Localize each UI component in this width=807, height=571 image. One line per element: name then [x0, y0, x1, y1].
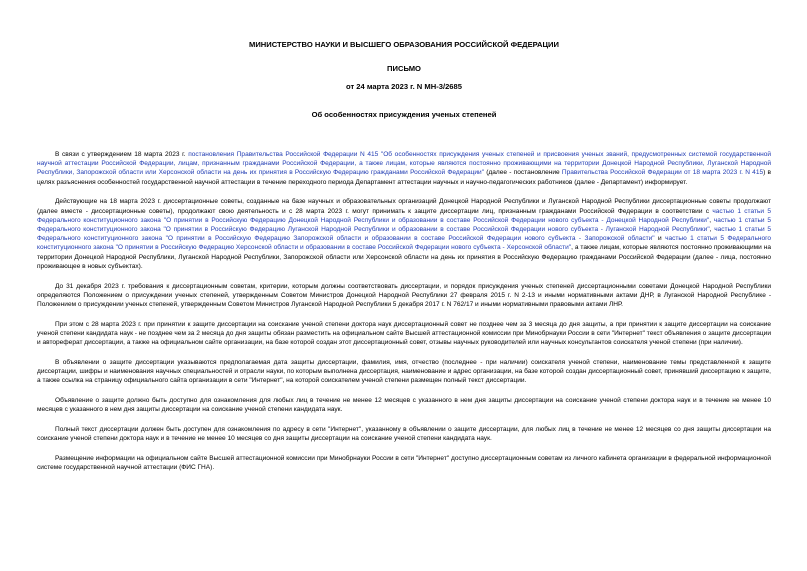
link-resolution-415-short[interactable]: Правительства Российской Федерации от 18 марта 2023 г. N 415 — [561, 169, 764, 177]
paragraph-3: До 31 декабря 2023 г. требования к диссертационным советам, критерии, которым должны соответствовать диссертации, и порядок присуждения ученых степеней диссертационными советами Донецкой Народной Республики определяются Положением о присуждении ученых степеней, утвержденным Советом Министров Донецкой Народной Республики 27 февраля 2015 г. N 2-13 и иными нормативными актами ДНР, в Луганской Народной Республике - Положением о присуждении ученых степеней, утвержденным Советом Министров Луганской Народной Республики 5 декабря 2017 г. N 762/17 и иными нормативными правовыми актами ЛНР. — [37, 282, 771, 309]
document-page — [37, 40, 771, 483]
paragraph-4: При этом с 28 марта 2023 г. при принятии к защите диссертации на соискание ученой степени доктора наук диссертационный совет не позднее чем за 3 месяца до дня защиты, а при принятии к защите диссертации на соискание ученой степени кандидата наук - не позднее чем за 2 месяца до дня защиты обязан разместить на официальном сайте Высшей аттестационной комиссии при Минобрнауки России в сети "Интернет" текст объявления о защите диссертации и автореферат диссертации, а также на официальном сайте организации, на базе которой создан этот диссертационный совет, отзывы научных руководителей или научных консультантов соискателя ученой степени (при наличии). — [37, 320, 771, 347]
link-law-dnr[interactable]: частью 1 статьи 5 Федерального конституционного закона "О принятии в Российскую Федерацию Донецкой Народной Республики и образовании в составе Российской Федерации нового субъекта - Донецкой Народной Республики" — [37, 207, 771, 224]
paragraph-text: , а также лицам, которые являются постоянно проживающими на территории Донецкой Народной Республики, Луганской Народной Республики, Запорожской области или Херсонской области на день их принятия в Российскую Федерацию гражданами Российской Федерации (далее - лица, постоянно проживающее в новых субъектах). — [37, 244, 771, 270]
paragraph-text: Действующие на 18 марта 2023 г. диссертационные советы, созданные на базе научных и образовательных организаций Донецкой Народной Республики и Луганской Народной Республики диссертационные советы продолжают (далее вместе - диссертационные советы), продолжают свою деятельность и с 28 марта 2023 г. могут принимать к защите диссертации лиц, признанным гражданами Российской Федерации в соответствии с — [37, 198, 771, 215]
paragraph-text: , — [709, 226, 715, 234]
document-subject: Об особенностях присуждения ученых степеней — [311, 110, 497, 119]
ministry-heading: МИНИСТЕРСТВО НАУКИ И ВЫСШЕГО ОБРАЗОВАНИЯ РОССИЙСКОЙ ФЕДЕРАЦИИ — [249, 40, 559, 49]
link-resolution-415[interactable]: постановления Правительства Российской Федерации N 415 "Об особенностях присуждения ученых степеней и присвоения ученых званий, предусмотренных системой государственной научной аттестации Российской Федерации, лицам, признанным гражданами Российской Федерации, а также лицам, которые являются постоянно проживающими на территории Донецкой Народной Республики, Луганской Народной Республики, Запорожской области или Херсонской области на день их принятия в Российскую Федерацию гражданами Российской Федерации" — [37, 151, 772, 177]
paragraph-text: , — [709, 216, 714, 224]
paragraph-text: В связи с утверждением 18 марта 2023 г. — [55, 151, 189, 158]
paragraph-text: ) в целях разъяснения особенностей государственной научной аттестации в течение переходного периода Департамент аттестации научных и научно-педагогических работников (далее - Департамент) информирует. — [37, 169, 772, 186]
paragraph-5: В объявлении о защите диссертации указываются предполагаемая дата защиты диссертации, фамилия, имя, отчество (последнее - при наличии) соискателя ученой степени, наименование темы представленной к защите диссертации, шифры и наименования научных специальностей и отрасли науки, по которым выполнена диссертация, наименование и адрес организации, на базе которой создан диссертационный совет, принявший диссертацию к защите, а также ссылка на страницу официального сайта организации в сети "Интернет", на которой соискателем ученой степени размещен полный текст диссертации. — [37, 359, 771, 385]
link-law-kherson[interactable]: частью 1 статьи 5 Федерального конституционного закона "О принятии в Российскую Федерацию Херсонской области и образовании в составе Российской Федерации нового субъекта - Херсонской области" — [37, 235, 771, 252]
document-date-number: от 24 марта 2023 г. N МН-3/2685 — [346, 82, 462, 91]
paragraph-6: Объявление о защите должно быть доступно для ознакомления для любых лиц в течение не менее 12 месяцев с указанного в нем дня защиты диссертации на соискание ученой степени доктора наук и в течение не менее 10 месяцев с указанного в нем дня защиты диссертации на соискание ученой степени кандидата наук. — [37, 397, 771, 414]
link-law-lnr[interactable]: частью 1 статьи 5 Федерального конституционного закона "О принятии в Российскую Федерацию Луганской Народной Республики и образовании в составе Российской Федерации нового субъекта - Луганской Народной Республики" — [37, 216, 771, 234]
paragraph-text: и — [654, 235, 666, 243]
paragraph-1 — [37, 150, 771, 187]
paragraph-2 — [37, 197, 771, 271]
paragraph-8: Размещение информации на официальном сайте Высшей аттестационной комиссии при Минобрнауки России в сети "Интернет" доступно диссертационным советам из личного кабинета организации в федеральной информационной системе государственной научной аттестации (ФИС ГНА). — [37, 455, 771, 472]
link-law-zaporozhye[interactable]: частью 1 статьи 5 Федерального конституционного закона "О принятии в Российскую Федерацию Запорожской области и образовании в составе Российской Федерации нового субъекта - Запорожской области" — [37, 226, 771, 243]
document-type: ПИСЬМО — [387, 64, 421, 73]
paragraph-text: (далее - постановление — [484, 169, 562, 177]
paragraph-7: Полный текст диссертации должен быть доступен для ознакомления по адресу в сети "Интернет", указанному в объявлении о защите диссертации, для любых лиц в течение не менее 12 месяцев со дня защиты диссертации на соискание ученой степени доктора наук и в течение не менее 10 месяцев со дня защиты диссертации на соискание ученой степени кандидата наук. — [37, 426, 771, 443]
document-body — [37, 150, 771, 473]
